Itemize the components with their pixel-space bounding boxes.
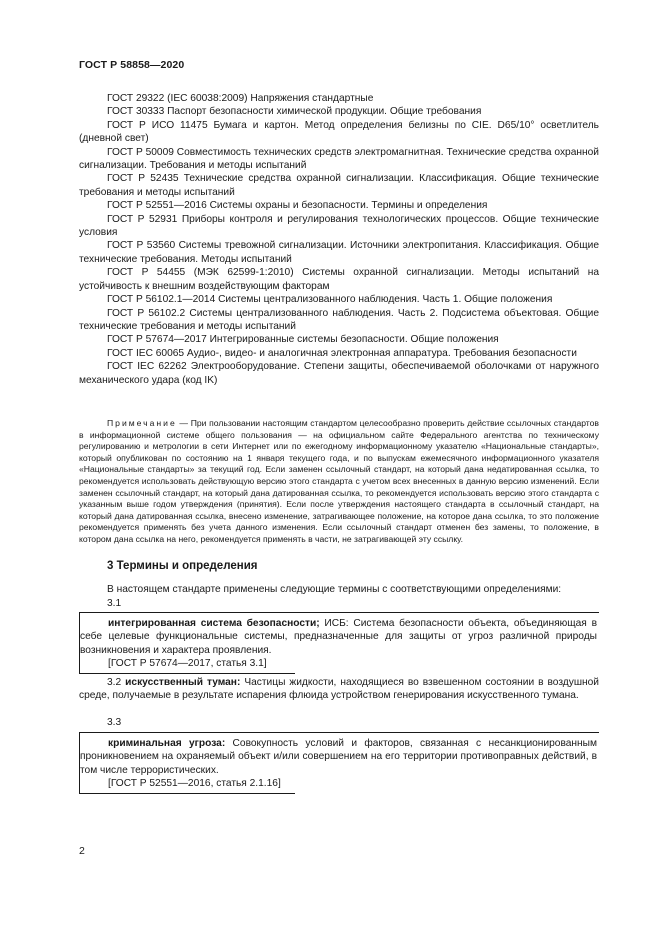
term-definition	[80, 617, 599, 657]
note-label: Примечание	[107, 418, 177, 428]
reference-item: ГОСТ Р 52931 Приборы контроля и регулирования технологических процессов. Общие технические условия	[79, 213, 599, 239]
term-text: ИСБ: Система безопасности объекта, объединяющая в себе целевые функциональные системы, предназначенные для защиты от угроз различной природы возникновения и характера проявления.	[80, 618, 597, 656]
term-number: 3.2	[107, 677, 122, 688]
page-number: 2	[79, 845, 85, 857]
document-header: ГОСТ Р 58858—2020	[79, 59, 185, 71]
term-text: Частицы жидкости, находящиеся во взвешенном состоянии в воздушной среде, получаемые в результате испарения флюида устройством генерирования искусственного тумана.	[79, 677, 599, 702]
reference-item: ГОСТ Р 54455 (МЭК 62599-1:2010) Системы охранной сигнализации. Методы испытаний на устойчивость к внешним воздействующим факторам	[79, 267, 599, 292]
reference-item: ГОСТ Р 52551—2016 Системы охраны и безопасности. Термины и определения	[107, 200, 488, 212]
section-title: 3 Термины и определения	[107, 560, 258, 572]
term-source: [ГОСТ Р 57674—2017, статья 3.1]	[108, 658, 267, 670]
normative-references-list	[79, 92, 599, 387]
note-text: — При пользовании настоящим стандартом целесообразно проверить действие ссылочных стандартов в информационной системе общего пользования — на официальном сайте Федерального агентства по техническому регулированию и метрологии в сети Интернет или по ежегодному информационному указателю «Национальные стандарты», который опубликован по состоянию на 1 января текущего года, и по выпускам ежемесячного информационного указателя «Национальные стандарты» за текущий год. Если заменен ссылочный стандарт, на который дана недатированная ссылка, то рекомендуется использовать действующую версию этого стандарта с учетом всех внесенных в данную версию изменений. Если заменен ссылочный стандарт, на который дана датированная ссылка, то рекомендуется использовать версию этого стандарта с указанным выше годом утверждения (принятия). Если после утверждения настоящего стандарта в ссылочный стандарт, на который дана датированная ссылка, внесено изменение, затрагивающее положение, на которое дана ссылка, то это положение рекомендуется применять без учета данного изменения. Если ссылочный стандарт отменен без замены, то положение, в котором дана ссылка на него, рекомендуется применять в части, не затрагивающей эту ссылку.	[79, 418, 599, 544]
reference-item: ГОСТ 30333 Паспорт безопасности химической продукции. Общие требования	[107, 106, 482, 118]
reference-item: ГОСТ Р ИСО 11475 Бумага и картон. Метод определения белизны по CIE. D65/10° осветлитель (дневной свет)	[79, 119, 599, 145]
reference-item: ГОСТ Р 56102.1—2014 Системы централизованного наблюдения. Часть 1. Общие положения	[107, 294, 553, 306]
term-name: интегрированная система безопасности;	[108, 618, 320, 629]
term-number: 3.3	[107, 717, 122, 728]
reference-item: ГОСТ Р 56102.2 Системы централизованного наблюдения. Часть 2. Подсистема объектовая. Общие технические требования и методы испытаний	[79, 307, 599, 332]
reference-item: ГОСТ IEC 62262 Электрооборудование. Степени защиты, обеспечиваемой оболочками от наружного механического удара (код IK)	[79, 361, 599, 386]
note-paragraph	[79, 418, 599, 546]
term-definition	[80, 737, 599, 777]
term-box	[79, 732, 599, 793]
term-text: Совокупность условий и факторов, связанная с несанкционированным проникновением на охраняемый объект и/или совершением на его территории противоправных действий, в том числе террористических.	[80, 738, 597, 776]
reference-item: ГОСТ Р 50009 Совместимость технических средств электромагнитная. Технические средства охранной сигнализации. Требования и методы испытаний	[79, 146, 599, 172]
reference-item: ГОСТ Р 57674—2017 Интегрированные системы безопасности. Общие положения	[107, 334, 499, 346]
term-name: искусственный туман:	[125, 677, 241, 688]
reference-item: ГОСТ 29322 (IEC 60038:2009) Напряжения стандартные	[107, 93, 374, 104]
term-paragraph	[79, 676, 599, 703]
reference-item: ГОСТ IEC 60065 Аудио-, видео- и аналогичная электронная аппаратура. Требования безопасности	[107, 347, 577, 359]
term-box	[79, 612, 599, 673]
section-intro: В настоящем стандарте применены следующие термины с соответствующими определениями:	[107, 584, 562, 595]
term-source: [ГОСТ Р 52551—2016, статья 2.1.16]	[108, 778, 281, 790]
reference-item: ГОСТ Р 53560 Системы тревожной сигнализации. Источники электропитания. Классификация. Общие технические требования. Методы испытаний	[79, 240, 599, 265]
term-name: криминальная угроза:	[108, 738, 226, 749]
reference-item: ГОСТ Р 52435 Технические средства охранной сигнализации. Классификация. Общие технические требования и методы испытаний	[79, 173, 599, 198]
term-number: 3.1	[107, 598, 122, 609]
